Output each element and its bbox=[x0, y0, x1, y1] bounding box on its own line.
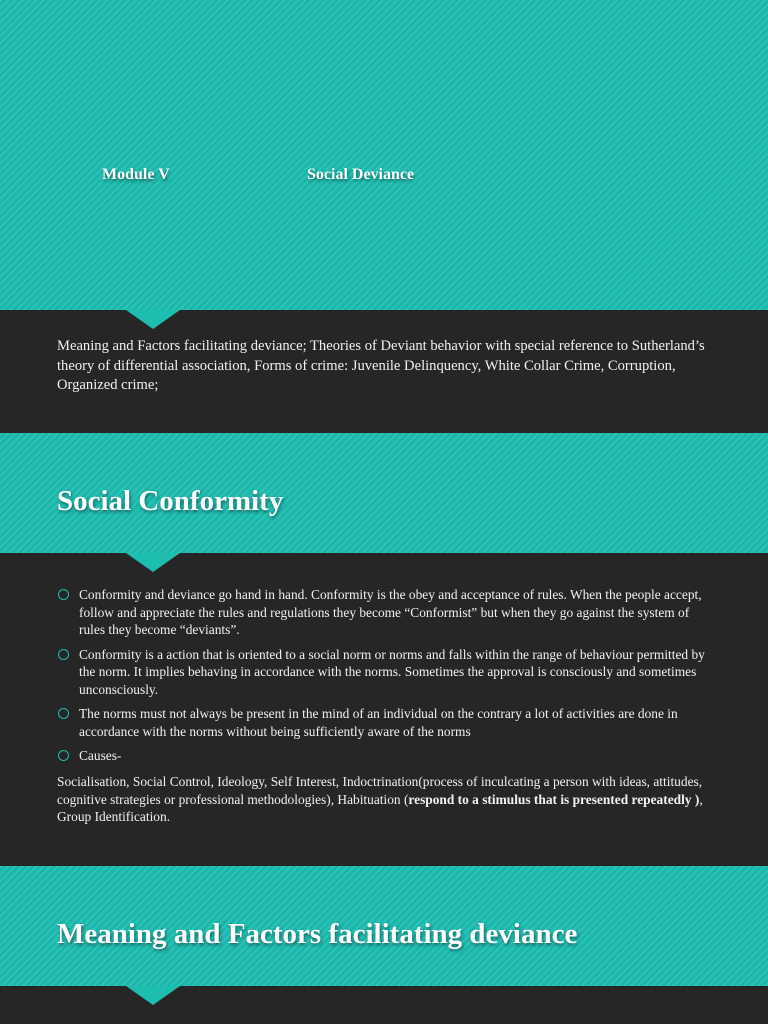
list-item bbox=[57, 586, 717, 639]
slide-title: Meaning and Factors facilitating deviance bbox=[57, 918, 578, 950]
conformity-slide-body bbox=[0, 553, 768, 866]
slide-divider-notch bbox=[126, 986, 180, 1005]
causes-bold-text: respond to a stimulus that is presented repeatedly ) bbox=[408, 791, 700, 807]
bullet-ring-icon bbox=[58, 708, 69, 719]
causes-text: Socialisation, Social Control, Ideology, Self Interest, Indoctrination(process of inculcating a person with ideas, attitudes, cognitive strategies or professional methodologies), Habituation ( bbox=[57, 774, 703, 807]
bullet-list bbox=[57, 586, 717, 772]
bullet-text: Conformity and deviance go hand in hand. Conformity is the obey and acceptance of rules. When the people accept, follow and appreciate the rules and regulations they become “Conformist” but when they go against the system of rules they become “deviants”. bbox=[79, 587, 702, 637]
list-item bbox=[57, 747, 717, 765]
conformity-slide-header bbox=[0, 433, 768, 553]
title-slide-header bbox=[0, 0, 768, 310]
causes-text-end: , Group Identification. bbox=[57, 791, 703, 824]
slide-divider-notch bbox=[126, 553, 180, 572]
causes-paragraph bbox=[57, 773, 717, 826]
bullet-ring-icon bbox=[58, 750, 69, 761]
bullet-text: Causes- bbox=[79, 748, 122, 763]
bullet-ring-icon bbox=[58, 589, 69, 600]
list-item bbox=[57, 646, 717, 699]
deviance-slide-header bbox=[0, 866, 768, 986]
module-label: Module V bbox=[102, 166, 170, 183]
list-item bbox=[57, 705, 717, 740]
bullet-text: The norms must not always be present in the mind of an individual on the contrary a lot of activities are done in accordance with the norms without being sufficiently aware of the norms bbox=[79, 706, 678, 739]
deviance-slide-body bbox=[0, 986, 768, 1024]
slide-divider-notch bbox=[126, 310, 180, 329]
syllabus-text: Meaning and Factors facilitating deviance; Theories of Deviant behavior with special reference to Sutherland’s theory of differential association, Forms of crime: Juvenile Delinquency, White Collar Crime, Corruption, Organized crime; bbox=[57, 338, 705, 393]
bullet-ring-icon bbox=[58, 649, 69, 660]
bullet-text: Conformity is a action that is oriented to a social norm or norms and falls within the range of behaviour permitted by the norm. It implies behaving in accordance with the norms. Sometimes the approval is consciously and sometimes unconsciously. bbox=[79, 646, 705, 697]
slide-title: Social Conformity bbox=[57, 485, 284, 517]
module-topic: Social Deviance bbox=[307, 166, 415, 183]
title-slide-body bbox=[0, 310, 768, 433]
